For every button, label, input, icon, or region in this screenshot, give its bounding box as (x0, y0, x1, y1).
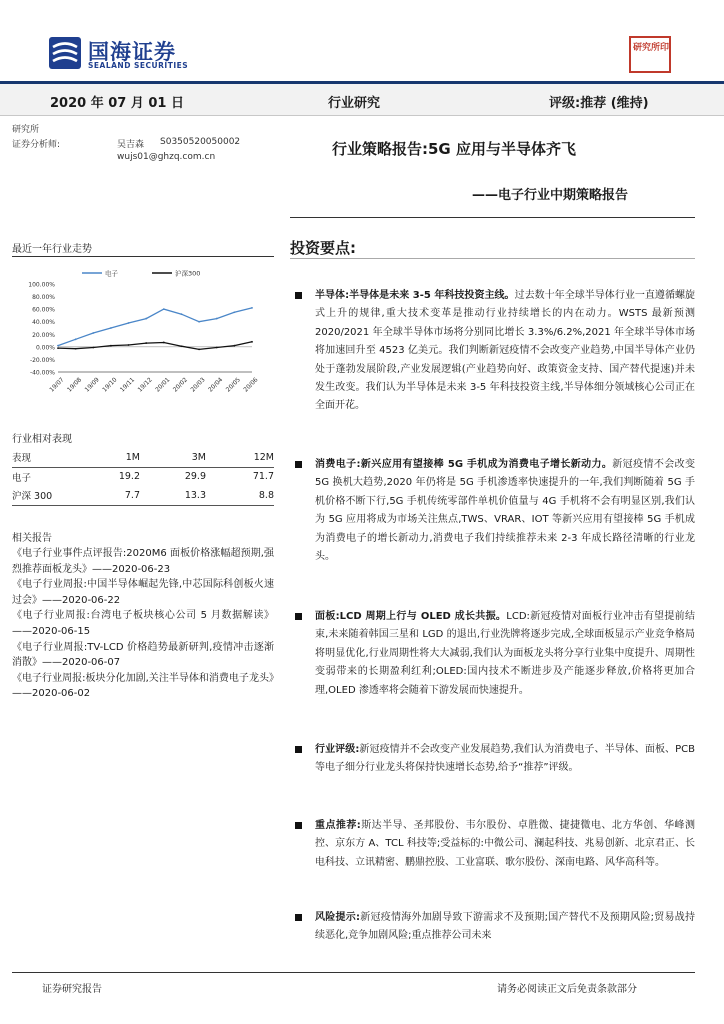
legend-label: 电子 (105, 269, 118, 278)
analyst-email[interactable]: wujs01@ghzq.com.cn (117, 152, 216, 162)
perf-cell: 71.7 (252, 471, 274, 483)
perf-col-1m: 1M (112, 448, 140, 467)
key-point-rating (295, 741, 695, 778)
key-point-semiconductor (295, 287, 695, 416)
list-item[interactable]: 《电子行业周报:台湾电子板块核心公司 5 月数据解读》——2020-06-15 (12, 610, 274, 637)
data-point (251, 341, 253, 343)
x-tick-label: 20/01 (154, 376, 172, 394)
key-point-text: 新冠疫情并不会改变产业发展趋势,我们认为消费电子、半导体、面板、PCB 等电子细分行业龙头将保持快速增长态势,给予“推荐”评级。 (315, 744, 695, 774)
perf-cell: 29.9 (184, 471, 206, 483)
rating-badge: 评级:推荐 (维持) (549, 96, 649, 111)
perf-cell: 8.8 (206, 486, 274, 505)
perf-col-12m: 12M (206, 448, 274, 467)
data-point (198, 348, 200, 350)
footer-rule (12, 972, 695, 973)
x-tick-label: 19/07 (48, 376, 66, 394)
y-tick-label: 0.00% (35, 344, 55, 352)
key-point-consumer-electronics (295, 456, 695, 566)
data-point (181, 345, 183, 347)
square-bullet-icon (295, 914, 302, 921)
key-point-lead: 风险提示: (315, 912, 360, 923)
trend-heading: 最近一年行业走势 (12, 244, 92, 255)
key-point-lead: 行业评级: (315, 744, 360, 755)
trend-rule (12, 256, 274, 257)
data-point (163, 342, 165, 344)
x-tick-label: 20/05 (224, 376, 242, 394)
key-point-text: 新冠疫情海外加剧导致下游需求不及预期;国产替代不及预期风险;贸易战持续恶化,竞争加剧风险;重点推荐公司未来 (315, 912, 695, 942)
y-tick-label: -20.00% (29, 356, 55, 364)
square-bullet-icon (295, 613, 302, 620)
data-point (198, 321, 200, 323)
perf-cell: 13.3 (140, 486, 206, 505)
table-row (12, 467, 274, 486)
data-point (128, 344, 130, 346)
report-title: 行业策略报告:5G 应用与半导体齐飞 (332, 140, 576, 158)
x-tick-label: 19/12 (136, 376, 154, 394)
footer-disclaimer: 请务必阅读正文后免责条款部分 (497, 984, 637, 995)
perf-cell: 沪深 300 (12, 486, 112, 505)
key-points-rule (290, 258, 695, 259)
list-item[interactable]: 《电子行业周报:中国半导体崛起先锋,中芯国际科创板火速过会》——2020-06-22 (12, 579, 274, 606)
analyst-label: 证券分析师: (12, 140, 61, 150)
perf-col-3m: 3M (140, 448, 206, 467)
x-tick-label: 20/02 (171, 376, 189, 394)
square-bullet-icon (295, 461, 302, 468)
data-point (75, 348, 77, 350)
list-item[interactable]: 《电子行业周报:板块分化加剧,关注半导体和消费电子龙头》——2020-06-02 (12, 672, 274, 700)
key-point-text: 过去数十年全球半导体行业一直遵循螺旋式上升的规律,重大技术变革是推动行业持续增长的内在动力。WSTS 最新预测 2020/2021 年全球半导体市场将分别同比增长 3.3%/6.2%,2021 年全球半导体市场将加速回升至 4523 亿美元。我们判断新冠疫情不会改变产业趋势,中国半导体产业仍处于蓬勃发展阶段,产业发展逻辑(产业趋势向好、政策资金支持、国产替代提速)并未发生改变。我们认为半导体是未来 3-5 年科技投资主线,半导体细分领域核心公司正在全面开花。 (315, 290, 696, 412)
footer-label: 证券研究报告 (42, 984, 102, 995)
square-bullet-icon (295, 746, 302, 753)
x-tick-label: 19/10 (101, 376, 119, 394)
x-tick-label: 20/04 (207, 376, 225, 394)
report-category: 行业研究 (328, 96, 381, 111)
institute-label: 研究所 (12, 125, 40, 135)
key-point-risk (295, 909, 695, 946)
data-point (163, 308, 165, 310)
key-point-text: 新冠疫情不会改变 5G 换机大趋势,2020 年仍将是 5G 手机渗透率快速提升的一年,我们判断随着 5G 手机价格不断下行,5G 手机传统零部件单机价值量与 4G 手机将不会有明显区别,我们认为 5G 应用将成为市场关注焦点,TWS、VRAR、IOT 等新兴应用有望接棒 5G 手机成为消费电子的增长新动力,消费电子我们持续推荐未来 2-3 年成长路径清晰的行业龙头。 (315, 459, 695, 563)
sealand-logo-icon (48, 36, 82, 70)
data-point (92, 347, 94, 349)
data-point (233, 311, 235, 313)
performance-header-row (12, 448, 274, 467)
x-tick-label: 19/09 (83, 376, 101, 394)
data-point (92, 332, 94, 334)
list-item[interactable]: 《电子行业周报:TV-LCD 价格趋势最新研判,疫情冲击逐渐消散》——2020-06-07 (12, 641, 274, 669)
key-points-heading: 投资要点: (290, 239, 356, 257)
key-point-lead: 消费电子:新兴应用有望接棒 5G 手机成为消费电子增长新动力。 (315, 459, 613, 470)
key-point-lead: 重点推荐: (315, 820, 361, 831)
series-line-electronics (58, 308, 252, 346)
logo-name-en: SEALAND SECURITIES (88, 61, 189, 70)
data-point (75, 338, 77, 340)
perf-cell: 19.2 (118, 471, 140, 483)
list-item[interactable]: 《电子行业事件点评报告:2020M6 面板价格涨幅超预期,强烈推荐面板龙头》——2020-06-23 (12, 548, 274, 575)
data-point (110, 327, 112, 329)
key-point-text: LCD:新冠疫情对面板行业冲击有望提前结束,未来随着韩国三星和 LGD 的退出,行业洗牌将逐步完成,全球面板显示产业竞争格局将明显优化,行业周期性将大大减弱,我们认为面板龙头将分享行业集中度提升、周期性变弱带来的长期盈利红利;OLED:国内技术不断进步及产能逐步释放,价格将更加合理,OLED 渗透率将会随着下游发展而快速提升。 (315, 611, 696, 696)
data-point (145, 318, 147, 320)
key-point-lead: 面板:LCD 周期上行与 OLED 成长共振。 (315, 611, 507, 622)
performance-table (12, 448, 274, 506)
y-tick-label: 60.00% (32, 306, 55, 314)
data-point (181, 313, 183, 315)
square-bullet-icon (295, 292, 302, 299)
data-point (216, 347, 218, 349)
related-heading: 相关报告 (12, 533, 52, 544)
report-date: 2020 年 07 月 01 日 (50, 96, 184, 111)
data-point (110, 345, 112, 347)
data-point (128, 322, 130, 324)
trend-chart (12, 262, 274, 402)
perf-cell: 电子 (12, 472, 32, 484)
legend-label: 沪深300 (175, 269, 201, 278)
x-tick-label: 20/03 (189, 376, 207, 394)
company-logo (48, 34, 208, 74)
y-tick-label: 80.00% (32, 294, 55, 302)
data-point (233, 345, 235, 347)
key-point-lead: 半导体:半导体是未来 3-5 年科技投资主线。 (315, 290, 515, 301)
data-point (251, 307, 253, 309)
y-tick-label: 40.00% (32, 319, 55, 327)
data-point (216, 318, 218, 320)
x-tick-label: 20/06 (242, 376, 260, 394)
key-point-text: 斯达半导、圣邦股份、韦尔股份、卓胜微、捷捷微电、北方华创、华峰测控、京东方 A、TCL 科技等;受益标的:中微公司、澜起科技、兆易创新、北京君正、长电科技、立讯精密、鹏鼎控股、工业富联、歌尔股份、深南电路、风华高科等。 (315, 820, 696, 868)
y-tick-label: -40.00% (29, 369, 55, 377)
data-point (145, 342, 147, 344)
seal-stamp-text: 研究所印 (632, 43, 669, 53)
key-point-recommendations (295, 817, 695, 872)
perf-cell: 7.7 (112, 486, 140, 505)
perf-col-label: 表现 (12, 448, 112, 467)
y-tick-label: 20.00% (32, 331, 55, 339)
x-tick-label: 19/11 (118, 376, 137, 394)
performance-heading: 行业相对表现 (12, 434, 72, 445)
report-subtitle: ——电子行业中期策略报告 (472, 188, 629, 203)
data-point (57, 345, 59, 347)
table-row (12, 486, 274, 505)
series-line-csi300 (58, 342, 252, 350)
title-divider (290, 217, 695, 218)
key-point-panel (295, 608, 695, 700)
logo-name-cn: 国海证券 (88, 40, 176, 64)
analyst-license: S0350520050002 (160, 137, 241, 147)
data-point (57, 347, 59, 349)
square-bullet-icon (295, 822, 302, 829)
y-tick-label: 100.00% (28, 281, 55, 289)
related-reports-list (12, 546, 274, 702)
x-tick-label: 19/08 (65, 376, 84, 394)
analyst-name: 吴吉森 (117, 140, 145, 150)
